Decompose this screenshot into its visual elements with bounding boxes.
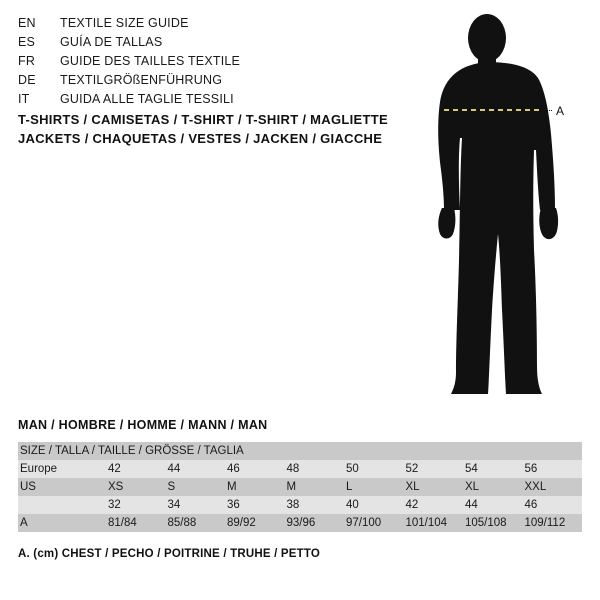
category-tshirts: T-SHIRTS / CAMISETAS / T-SHIRT / T-SHIRT / MAGLIETTE [18, 112, 388, 127]
table-row [18, 460, 582, 478]
language-code: IT [18, 92, 30, 106]
silhouette-svg [400, 10, 600, 410]
cell: M [285, 478, 345, 496]
table-header-row [18, 442, 582, 460]
cell: 46 [225, 460, 285, 478]
language-code: EN [18, 16, 36, 30]
category-jackets: JACKETS / CHAQUETAS / VESTES / JACKEN / GIACCHE [18, 131, 383, 146]
cell: XS [106, 478, 166, 496]
cell: 56 [523, 460, 583, 478]
cell: 48 [285, 460, 345, 478]
cell: 54 [463, 460, 523, 478]
cell: XL [463, 478, 523, 496]
cell: 50 [344, 460, 404, 478]
cell: 81/84 [106, 514, 166, 532]
language-text: GUÍA DE TALLAS [60, 35, 163, 49]
row-label [18, 496, 106, 514]
cell: 32 [106, 496, 166, 514]
footer-note: A. (cm) CHEST / PECHO / POITRINE / TRUHE / PETTO [18, 548, 321, 560]
cell: 109/112 [523, 514, 583, 532]
row-label: A [18, 514, 106, 532]
row-label: Europe [18, 460, 106, 478]
cell: 42 [404, 496, 464, 514]
language-text: GUIDE DES TAILLES TEXTILE [60, 54, 241, 68]
language-row [18, 73, 418, 92]
cell: 36 [225, 496, 285, 514]
cell: 44 [463, 496, 523, 514]
table-row [18, 496, 582, 514]
language-text: TEXTILGRÖßENFÜHRUNG [60, 73, 223, 87]
language-code: DE [18, 73, 36, 87]
cell: 97/100 [344, 514, 404, 532]
language-code: FR [18, 54, 36, 68]
cell: 42 [106, 460, 166, 478]
language-row [18, 35, 418, 54]
language-list [18, 16, 418, 111]
cell: 34 [166, 496, 226, 514]
male-silhouette-illustration [400, 10, 600, 410]
language-text: TEXTILE SIZE GUIDE [60, 16, 189, 30]
cell: 101/104 [404, 514, 464, 532]
measure-label-a: A [556, 104, 565, 118]
cell: 38 [285, 496, 345, 514]
size-table [18, 442, 582, 532]
cell: 89/92 [225, 514, 285, 532]
cell: 40 [344, 496, 404, 514]
category-headings [18, 110, 438, 148]
language-row [18, 92, 418, 111]
language-text: GUIDA ALLE TAGLIE TESSILI [60, 92, 234, 106]
cell: XL [404, 478, 464, 496]
cell: 85/88 [166, 514, 226, 532]
cell: 52 [404, 460, 464, 478]
cell: XXL [523, 478, 583, 496]
cell: 105/108 [463, 514, 523, 532]
cell: 44 [166, 460, 226, 478]
table-header-label: SIZE / TALLA / TAILLE / GRÖSSE / TAGLIA [18, 442, 582, 460]
table-row [18, 478, 582, 496]
table-row [18, 514, 582, 532]
cell: 46 [523, 496, 583, 514]
row-label: US [18, 478, 106, 496]
language-row [18, 16, 418, 35]
cell: L [344, 478, 404, 496]
language-code: ES [18, 35, 36, 49]
cell: 93/96 [285, 514, 345, 532]
table-title: MAN / HOMBRE / HOMME / MANN / MAN [18, 418, 268, 432]
cell: S [166, 478, 226, 496]
cell: M [225, 478, 285, 496]
measure-leader-line [540, 110, 552, 111]
language-row [18, 54, 418, 73]
